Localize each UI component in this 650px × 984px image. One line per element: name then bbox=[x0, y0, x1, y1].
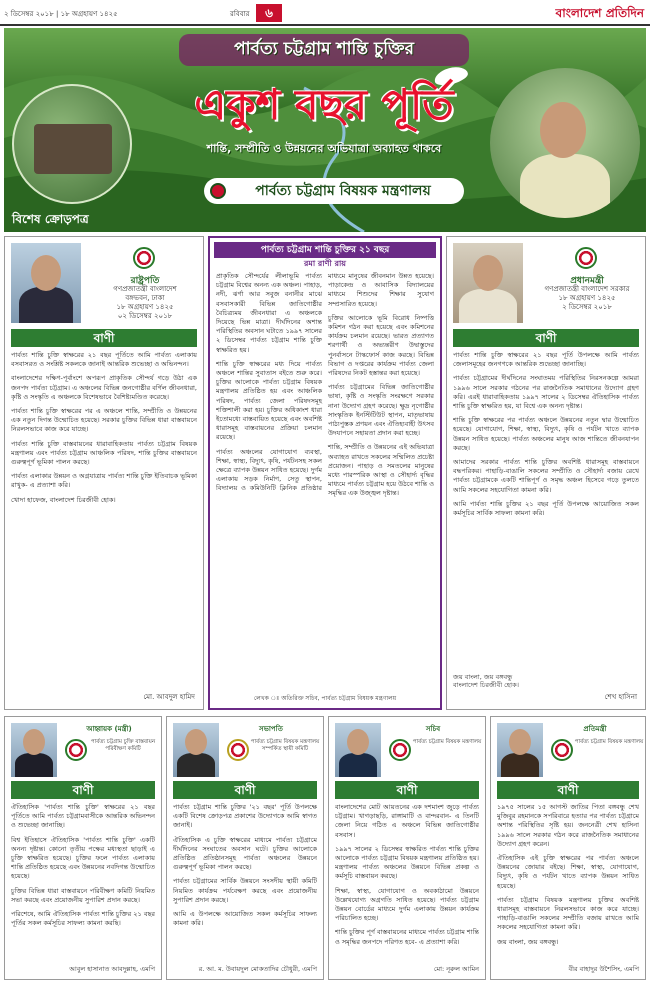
chairman-message-body bbox=[173, 803, 317, 959]
state-minister-portrait bbox=[497, 723, 543, 777]
state-minister-signature: বীর বাহাদুর উশৈসিং, এমপি bbox=[568, 965, 639, 973]
convener-signature: আবুল হাসানাত আবদুল্লাহ, এমপি bbox=[69, 965, 155, 973]
paragraph: বাংলাদেশের দক্ষিণ-পূর্বাংশে অপরূপ প্রাকৃতিক সৌন্দর্য গড়ে উঠা এক জনপদ পার্বত্য চট্টগ্রাম। এ অঞ্চলের বিভিন্ন জনগোষ্ঠীর বর্ণিল জীবনধারা, কৃষ্টি ও সংস্কৃতি এ অঞ্চলকে বিশেষভাবে বৈশিষ্ট্যমণ্ডিত করেছে। bbox=[11, 374, 197, 401]
convener-message-body bbox=[11, 803, 155, 959]
secretary-role: সচিব bbox=[425, 725, 441, 733]
signing-ceremony-photo bbox=[12, 84, 132, 204]
prime-minister-date-bangla: ১৮ অগ্রহায়ণ ১৪২৫ bbox=[558, 294, 616, 302]
chairman-message-heading: বাণী bbox=[173, 781, 317, 799]
convener-message-heading: বাণী bbox=[11, 781, 155, 799]
convener-role: আহ্বায়ক (মন্ত্রী) bbox=[86, 725, 132, 733]
parliament-emblem-icon bbox=[227, 739, 249, 761]
paragraph: পার্বত্য চট্টগ্রামের বিভিন্ন জাতিগোষ্ঠীর ভাষা, কৃষ্টি ও সংস্কৃতি সংরক্ষণে সরকার নানা উদ্যোগ গ্রহণ করেছে। ক্ষুদ্র নৃগোষ্ঠীর সাংস্কৃতিক ইনস্টিটিউট স্থাপন, মাতৃভাষায় পাঠ্যপুস্তক প্রণয়ন এবং ঐতিহ্যবাহী উৎসব উদযাপনে সহায়তা প্রদান করা হচ্ছে। bbox=[328, 383, 434, 438]
article-body bbox=[216, 272, 434, 692]
president-portrait bbox=[11, 243, 81, 323]
paragraph: আমাদের সরকার পার্বত্য শান্তি চুক্তির অবশিষ্ট ধারাসমূহ বাস্তবায়নে বদ্ধপরিকর। পাহাড়ি-বাঙালি সকলের সম্প্রীতি ও সৌহার্দ্য বজায় রেখে পার্বত্য চট্টগ্রামকে একটি শান্তিপূর্ণ ও সমৃদ্ধ অঞ্চল হিসেবে গড়ে তুলতে আমি সকলের সহযোগিতা কামনা করি। bbox=[453, 458, 639, 494]
article-heading: পার্বত্য চট্টগ্রাম শান্তি চুক্তির ২১ বছর bbox=[214, 242, 436, 258]
paragraph: শান্তি চুক্তি স্বাক্ষরের পর পার্বত্য অঞ্চলে উন্নয়নের নতুন দ্বার উন্মোচিত হয়েছে। যোগাযোগ, শিক্ষা, স্বাস্থ্য, বিদ্যুৎ, কৃষি ও পর্যটন খাতে ব্যাপক উন্নয়ন সাধিত হয়েছে। পার্বত্য অঞ্চলের মানুষ আজ শান্তিতে জীবনযাপন করছে। bbox=[453, 416, 639, 452]
government-emblem-icon bbox=[575, 247, 597, 269]
paragraph: শান্তি চুক্তির পূর্ণ বাস্তবায়নের মাধ্যমে পার্বত্য চট্টগ্রাম শান্তি ও সমৃদ্ধির জনপদে পরিণত হবে- এ প্রত্যাশা করি। bbox=[335, 928, 479, 946]
prime-minister-portrait bbox=[453, 243, 523, 323]
chairman-signature: র. আ. ম. উবায়দুল মোকতাদির চৌধুরী, এমপি bbox=[198, 965, 317, 973]
prime-minister-office bbox=[537, 285, 637, 312]
secretary-message-panel bbox=[328, 716, 486, 980]
ministry-name: পার্বত্য চট্টগ্রাম বিষয়ক মন্ত্রণালয় bbox=[255, 183, 431, 199]
prime-minister-message-heading: বাণী bbox=[453, 329, 639, 347]
paragraph: বাংলাদেশের মোট আয়তনের এক দশমাংশ জুড়ে পার্বত্য চট্টগ্রাম। খাগড়াছড়ি, রাঙ্গামাটি ও বান্দরবান- এ তিনটি জেলা নিয়ে গঠিত এ অঞ্চলে বিভিন্ন জাতিগোষ্ঠীর বসবাস। bbox=[335, 803, 479, 839]
ministry-emblem-icon bbox=[551, 739, 573, 761]
state-minister-message-heading: বাণী bbox=[497, 781, 639, 799]
prime-minister-message-body bbox=[453, 351, 639, 667]
paragraph: পার্বত্য চট্টগ্রামের দীর্ঘদিনের সংঘাতময় পরিস্থিতির নিরসনকল্পে আমরা ১৯৯৬ সালে সরকার গঠনের পর রাজনৈতিক সমাধানের উদ্যোগ গ্রহণ করি। এরই ধারাবাহিকতায় ১৯৯৭ সালের ২ ডিসেম্বর ঐতিহাসিক পার্বত্য শান্তি চুক্তি স্বাক্ষরিত হয়, যা বিশ্বে এক অনন্য দৃষ্টান্ত। bbox=[453, 374, 639, 411]
paragraph: পার্বত্য শান্তি চুক্তি স্বাক্ষরের পর এ অঞ্চলে শান্তি, সম্প্রীতি ও উন্নয়নের এক নতুন দিগন্ত উন্মোচিত হয়েছে। সরকার চুক্তির বিভিন্ন ধারা বাস্তবায়নে নিরলসভাবে কাজ করে যাচ্ছে। bbox=[11, 407, 197, 434]
secretary-signature: মো: নূরুল আমিন bbox=[433, 965, 479, 973]
chairman-org: পার্বত্য চট্টগ্রাম বিষয়ক মন্ত্রণালয় সম্পর্কিত স্থায়ী কমিটি bbox=[250, 739, 320, 752]
president-message-body bbox=[11, 351, 197, 685]
paragraph: আমি পার্বত্য শান্তি চুক্তির ২১ বছর পূর্তি উপলক্ষে আয়োজিত সকল কর্মসূচির সার্বিক সাফল্য কামনা করি। bbox=[453, 499, 639, 518]
paragraph: আমি এ উপলক্ষে আয়োজিত সকল কর্মসূচির সাফল্য কামনা করি। bbox=[173, 910, 317, 928]
convener-portrait bbox=[11, 723, 57, 777]
paragraph: খোদা হাফেজ, বাংলাদেশ চিরজীবী হোক। bbox=[11, 495, 116, 504]
masthead bbox=[0, 0, 650, 26]
paragraph: পার্বত্য চট্টগ্রাম শান্তি চুক্তির '২১ বছর' পূর্তি উপলক্ষে একটি বিশেষ ক্রোড়পত্র প্রকাশের উদ্যোগকে আমি স্বাগত জানাই। bbox=[173, 803, 317, 830]
paragraph: ঐতিহাসিক এই চুক্তি স্বাক্ষরের পর পার্বত্য অঞ্চলে উন্নয়নের জোয়ার বইছে। শিক্ষা, স্বাস্থ্য, যোগাযোগ, বিদ্যুৎ, কৃষি ও পর্যটন খাতে ব্যাপক উন্নয়ন সাধিত হয়েছে। bbox=[497, 854, 639, 890]
paragraph: পার্বত্য এলাকার উন্নয়ন ও অগ্রযাত্রায় পার্বত্য শান্তি চুক্তি ইতিবাচক ভূমিকা রাখুক- এ প্রত্যাশা করি। bbox=[11, 472, 197, 490]
state-minister-role: প্রতিমন্ত্রী bbox=[583, 725, 607, 733]
paragraph: ঐতিহাসিক এ চুক্তি স্বাক্ষরের মাধ্যমে পার্বত্য চট্টগ্রামে দীর্ঘদিনের সংঘাতের অবসান ঘটে। চুক্তির আলোকে প্রতিষ্ঠিত প্রতিষ্ঠানসমূহ পার্বত্য অঞ্চলের উন্নয়নে গুরুত্বপূর্ণ ভূমিকা পালন করছে। bbox=[173, 835, 317, 872]
ministry-badge bbox=[204, 178, 464, 204]
prime-minister-rank: প্রধানমন্ত্রী bbox=[570, 276, 604, 286]
paragraph: বিশ্ব ইতিহাসে ঐতিহাসিক 'পার্বত্য শান্তি চুক্তি' একটি অনন্য দৃষ্টান্ত। কোনো তৃতীয় পক্ষের মধ্যস্থতা ছাড়াই এ চুক্তি স্বাক্ষরিত হয়েছে। চুক্তির ফলে পার্বত্য এলাকায় শান্তি প্রতিষ্ঠিত হয়েছে এবং উন্নয়নের নবদিগন্ত উন্মোচিত হয়েছে। bbox=[11, 835, 155, 881]
supplement-label: বিশেষ ক্রোড়পত্র bbox=[12, 212, 89, 226]
paragraph: শিক্ষা, স্বাস্থ্য, যোগাযোগ ও অবকাঠামো উন্নয়নে উল্লেখযোগ্য অগ্রগতি সাধিত হয়েছে। পার্বত্য চট্টগ্রাম উন্নয়ন বোর্ডের মাধ্যমে দুর্গম এলাকায় উন্নয়ন কার্যক্রম পরিচালিত হচ্ছে। bbox=[335, 886, 479, 923]
banner-tagline: শান্তি, সম্প্রীতি ও উন্নয়নের অভিযাত্রা অব্যাহত থাকবে bbox=[206, 142, 442, 155]
president-org: গণপ্রজাতন্ত্রী বাংলাদেশ bbox=[113, 285, 177, 293]
paragraph: প্রাকৃতিক সৌন্দর্যের লীলাভূমি পার্বত্য চট্টগ্রাম বিশ্বের অনন্য এক অঞ্চল। পাহাড়, নদী, ঝর্ণা আর সবুজ বনানীর মাঝে বসবাসকারী বিভিন্ন জাতিগোষ্ঠীর বৈচিত্র্যময় জীবনধারা এ অঞ্চলকে দিয়েছে ভিন্ন মাত্রা। দীর্ঘদিনের অশান্ত পরিস্থিতির অবসান ঘটাতে ১৯৯৭ সালের ২ ডিসেম্বর পার্বত্য চট্টগ্রাম শান্তি চুক্তি স্বাক্ষরিত হয়। bbox=[216, 272, 322, 354]
prime-minister-org: গণপ্রজাতন্ত্রী বাংলাদেশ সরকার bbox=[544, 285, 630, 293]
paragraph: জয় বাংলা, জয় বঙ্গবন্ধু। bbox=[497, 937, 559, 946]
article-author: রমা রাণী রায় bbox=[303, 259, 346, 268]
paragraph: পার্বত্য চট্টগ্রাম বিষয়ক মন্ত্রণালয় চুক্তির অবশিষ্ট ধারাসমূহ বাস্তবায়নে নিরলসভাবে কাজ করে যাচ্ছে। পাহাড়ি-বাঙালি সকলের সম্প্রীতি বজায় রাখতে আমি সকলের সহযোগিতা কামনা করি। bbox=[497, 895, 639, 932]
issue-date: ২ ডিসেম্বর ২০১৮ | ১৮ অগ্রহায়ণ ১৪২৫ bbox=[4, 10, 118, 18]
newspaper-logo: বাংলাদেশ প্রতিদিন bbox=[555, 6, 644, 20]
state-minister-message-body bbox=[497, 803, 639, 959]
paragraph: পার্বত্য শান্তি চুক্তি স্বাক্ষরের ২১ বছর পূর্তি উপলক্ষে আমি পার্বত্য জেলাসমূহের জনগণকে আন্তরিক শুভেচ্ছা জানাচ্ছি। bbox=[453, 351, 639, 369]
state-minister-message-panel bbox=[490, 716, 646, 980]
president-message-heading: বাণী bbox=[11, 329, 197, 347]
page-number: ৬ bbox=[256, 4, 282, 22]
secretary-message-body bbox=[335, 803, 479, 959]
paragraph: চুক্তির আলোকে ভূমি বিরোধ নিষ্পত্তি কমিশন গঠন করা হয়েছে এবং কমিশনের কার্যক্রম চলমান রয়েছে। ভারত প্রত্যাগত শরণার্থী ও অভ্যন্তরীণ উদ্বাস্তুদের পুনর্বাসনে টাস্কফোর্স কাজ করছে। বিভিন্ন বিভাগ ও দপ্তরের কার্যক্রম পার্বত্য জেলা পরিষদের নিকট হস্তান্তর করা হয়েছে। bbox=[328, 313, 434, 378]
banner-subtitle: পার্বত্য চট্টগ্রাম শান্তি চুক্তির bbox=[179, 34, 469, 66]
state-emblem-icon bbox=[133, 247, 155, 269]
paragraph: ঐতিহাসিক 'পার্বত্য শান্তি চুক্তি' স্বাক্ষরের ২১ বছর পূর্তিতে আমি পার্বত্য চট্টগ্রামবাসীকে আন্তরিক অভিনন্দন ও শুভেচ্ছা জানাচ্ছি। bbox=[11, 803, 155, 830]
paragraph: পার্বত্য শান্তি চুক্তি বাস্তবায়নের ধারাবাহিকতায় পার্বত্য চট্টগ্রাম বিষয়ক মন্ত্রণালয় এবং পার্বত্য চট্টগ্রাম আঞ্চলিক পরিষদ, শান্তি চুক্তির বাস্তবায়নে গুরুত্বপূর্ণ ভূমিকা পালন করছে। bbox=[11, 439, 197, 467]
paragraph: চুক্তির বিভিন্ন ধারা বাস্তবায়নে পরিবীক্ষণ কমিটি নিয়মিত সভা করছে এবং প্রয়োজনীয় সুপারিশ প্রদান করছে। bbox=[11, 886, 155, 904]
chairman-portrait bbox=[173, 723, 219, 777]
prime-minister-message-panel bbox=[446, 236, 646, 710]
paragraph: শান্তি চুক্তি স্বাক্ষরের মধ্য দিয়ে পার্বত্য অঞ্চলে শান্তির সুবাতাস বইতে শুরু করে। চুক্তির আলোকে পার্বত্য চট্টগ্রাম বিষয়ক মন্ত্রণালয় প্রতিষ্ঠিত হয় এবং আঞ্চলিক পরিষদ, পার্বত্য জেলা পরিষদসমূহ শক্তিশালী করা হয়। চুক্তির অধিকাংশ ধারা ইতোমধ্যে বাস্তবায়িত হয়েছে এবং অবশিষ্ট ধারাসমূহ বাস্তবায়নের প্রক্রিয়া চলমান রয়েছে। bbox=[216, 359, 322, 442]
paragraph: ১৯৯৭ সালের ২ ডিসেম্বর স্বাক্ষরিত পার্বত্য শান্তি চুক্তির আলোকে পার্বত্য চট্টগ্রাম বিষয়ক মন্ত্রণালয় প্রতিষ্ঠিত হয়। মন্ত্রণালয় পার্বত্য অঞ্চলের উন্নয়নে বিভিন্ন প্রকল্প ও কর্মসূচি বাস্তবায়ন করছে। bbox=[335, 844, 479, 881]
government-emblem-icon bbox=[210, 183, 226, 199]
secretary-message-heading: বাণী bbox=[335, 781, 479, 799]
paragraph: পার্বত্য শান্তি চুক্তি স্বাক্ষরের ২১ বছর পূর্তিতে আমি পার্বত্য এলাকায় বসবাসরত ও সংশ্লিষ্ট সকলকে জানাই আন্তরিক শুভেচ্ছা ও অভিনন্দন। bbox=[11, 351, 197, 369]
secretary-org: পার্বত্য চট্টগ্রাম বিষয়ক মন্ত্রণালয় bbox=[412, 739, 482, 745]
committee-emblem-icon bbox=[65, 739, 87, 761]
secretary-portrait bbox=[335, 723, 381, 777]
convener-message-panel bbox=[4, 716, 162, 980]
convener-org: পার্বত্য চট্টগ্রাম চুক্তি বাস্তবায়ন পরিবীক্ষণ কমিটি bbox=[90, 739, 156, 752]
paragraph: পার্বত্য চট্টগ্রামের সার্বিক উন্নয়নে সংসদীয় স্থায়ী কমিটি নিয়মিত কার্যক্রম পর্যবেক্ষণ করছে এবং প্রয়োজনীয় সুপারিশ প্রদান করছে। bbox=[173, 877, 317, 904]
ministry-emblem-icon bbox=[389, 739, 411, 761]
feature-article-panel bbox=[208, 236, 442, 710]
paragraph: শান্তি, সম্প্রীতি ও উন্নয়নের এই অভিযাত্রা অব্যাহত রাখতে সকলের সম্মিলিত প্রচেষ্টা প্রয়োজন। পাহাড় ও সমতলের মানুষের মধ্যে পারস্পরিক আস্থা ও সৌহার্দ্য বৃদ্ধির মাধ্যমে পার্বত্য চট্টগ্রাম হয়ে উঠবে শান্তি ও সমৃদ্ধির এক উজ্জ্বল দৃষ্টান্ত। bbox=[328, 443, 434, 498]
president-message-panel bbox=[4, 236, 204, 710]
supplement-banner bbox=[4, 28, 646, 232]
president-rank: রাষ্ট্রপতি bbox=[130, 276, 160, 286]
prime-minister-date-english: ২ ডিসেম্বর ২০১৮ bbox=[562, 303, 612, 311]
issue-day: রবিবার bbox=[230, 10, 250, 18]
president-date-bangla: ১৮ অগ্রহায়ণ ১৪২৫ bbox=[116, 303, 174, 311]
article-footnote: লেখক ঃ অতিরিক্ত সচিব, পার্বত্য চট্টগ্রাম বিষয়ক মন্ত্রণালয় bbox=[253, 695, 397, 702]
prime-minister-closing: জয় বাংলা, জয় বঙ্গবন্ধু বাংলাদেশ চিরজীবী হোক। bbox=[453, 673, 519, 689]
chairman-role: সভাপতি bbox=[259, 725, 283, 733]
president-signature: মো. আবদুল হামিদ bbox=[143, 693, 195, 701]
paragraph: পার্বত্য অঞ্চলের যোগাযোগ ব্যবস্থা, শিক্ষা, স্বাস্থ্য, বিদ্যুৎ, কৃষি, পর্যটনসহ সকল ক্ষেত্রে ব্যাপক উন্নয়ন সাধিত হয়েছে। দুর্গম এলাকায় সড়ক নির্মাণ, সেতু স্থাপন, বিদ্যালয় ও কমিউনিটি ক্লিনিক প্রতিষ্ঠার মাধ্যমে মানুষের জীবনমান উন্নত হয়েছে। পাড়াকেন্দ্র ও আবাসিক বিদ্যালয়ের মাধ্যমে শিশুদের শিক্ষার সুযোগ সম্প্রসারিত হয়েছে। bbox=[216, 272, 434, 493]
president-date-english: ০২ ডিসেম্বর ২০১৮ bbox=[117, 312, 173, 320]
chairman-message-panel bbox=[166, 716, 324, 980]
banner-title: একুশ বছর পূর্তি bbox=[194, 80, 454, 129]
paragraph: ১৯৭৫ সালের ১৫ আগস্ট জাতির পিতা বঙ্গবন্ধু শেখ মুজিবুর রহমানকে সপরিবারে হত্যার পর পার্বত্য চট্টগ্রামে অশান্ত পরিস্থিতির সৃষ্টি হয়। জননেত্রী শেখ হাসিনা ১৯৯৬ সালে সরকার গঠন করে রাজনৈতিক সমাধানের উদ্যোগ গ্রহণ করেন। bbox=[497, 803, 639, 848]
paragraph: পরিশেষে, আমি ঐতিহাসিক পার্বত্য শান্তি চুক্তির ২১ বছর পূর্তির সকল কর্মসূচির সাফল্য কামনা করছি। bbox=[11, 910, 155, 928]
president-office bbox=[95, 285, 195, 321]
state-minister-org: পার্বত্য চট্টগ্রাম বিষয়ক মন্ত্রণালয় bbox=[574, 739, 644, 745]
president-place: বঙ্গভবন, ঢাকা bbox=[125, 294, 165, 302]
prime-minister-signature: শেখ হাসিনা bbox=[604, 693, 637, 701]
